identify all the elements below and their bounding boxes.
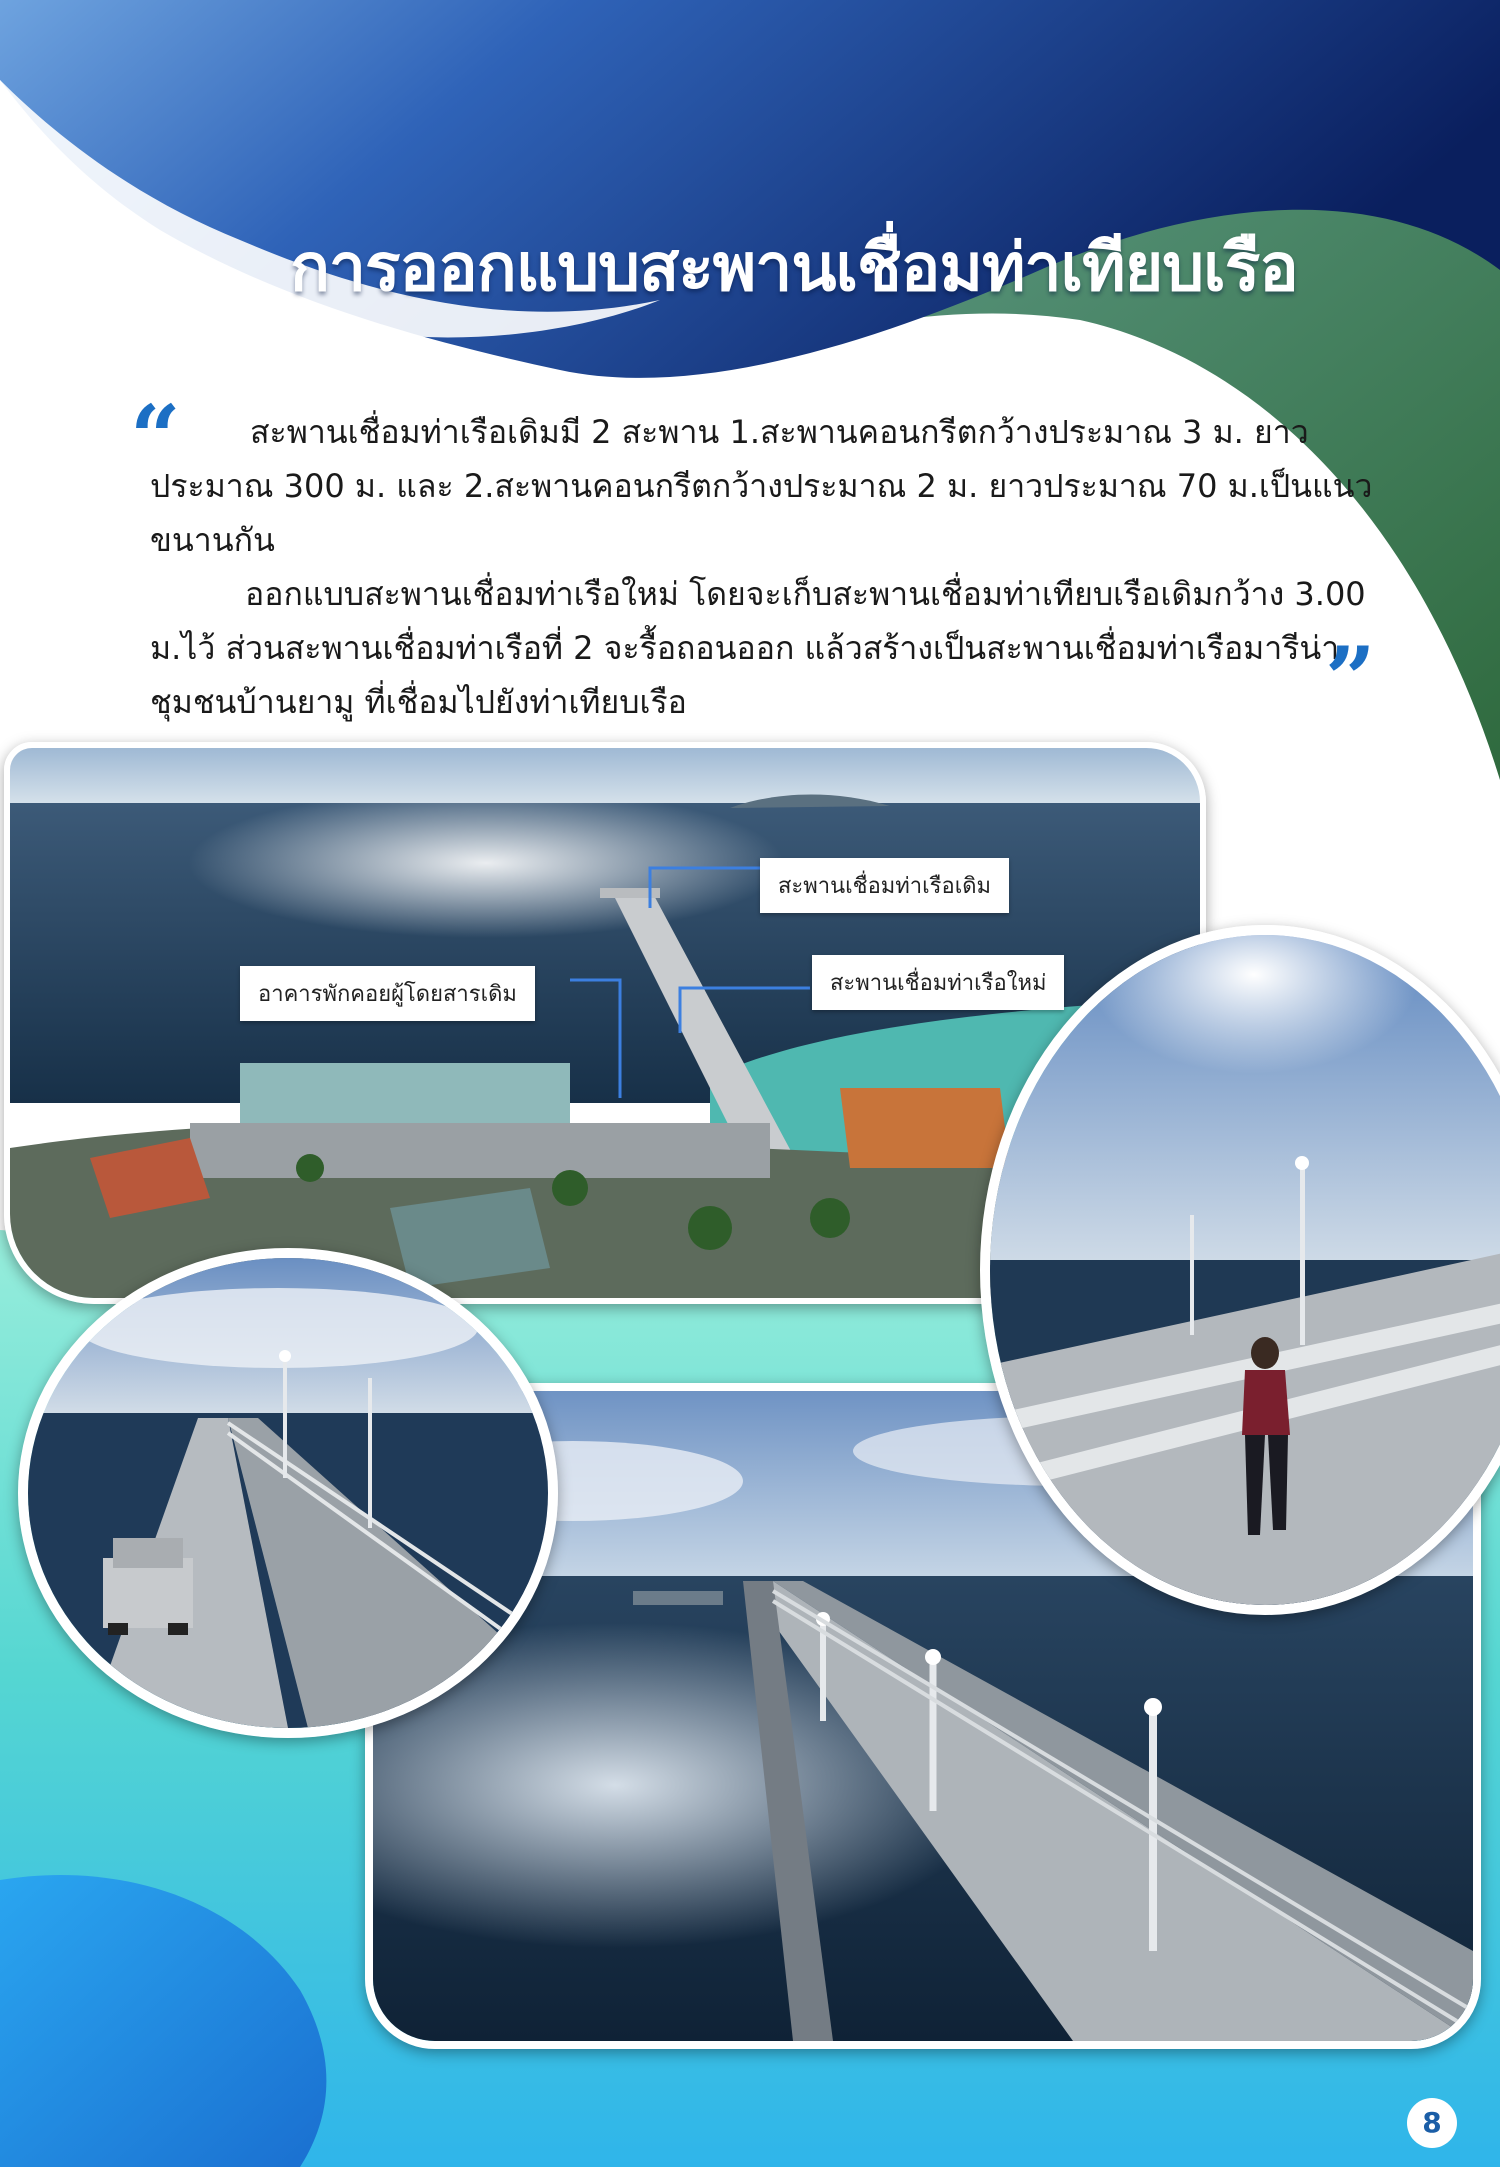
label-new-bridge: สะพานเชื่อมท่าเรือใหม่ (812, 955, 1064, 1010)
intro-paragraph-1: สะพานเชื่อมท่าเรือเดิมมี 2 สะพาน 1.สะพานคอนกรีตกว้างประมาณ 3 ม. ยาวประมาณ 300 ม. และ 2.สะพานคอนกรีตกว้างประมาณ 2 ม. ยาวประมาณ 70 ม.เป็นแนวขนานกัน (150, 413, 1373, 559)
label-old-building: อาคารพักคอยผู้โดยสารเดิม (240, 966, 535, 1021)
label-old-bridge: สะพานเชื่อมท่าเรือเดิม (760, 858, 1009, 913)
intro-quote (130, 385, 1380, 731)
open-quote-icon: “ (130, 385, 181, 489)
pier-truck-photo (18, 1248, 558, 1738)
intro-paragraph-2: ออกแบบสะพานเชื่อมท่าเรือใหม่ โดยจะเก็บสะพานเชื่อมท่าเทียบเรือเดิมกว้าง 3.00 ม.ไว้ ส่วนสะพานเชื่อมท่าเรือที่ 2 จะรื้อถอนออก แล้วสร้างเป็นสะพานเชื่อมท่าเรือมารีน่าชุมชนบ้านยามู ที่เชื่อมไปยังท่าเทียบเรือ (150, 575, 1366, 721)
page-title: การออกแบบสะพานเชื่อมท่าเทียบเรือ (290, 229, 1298, 306)
close-quote-icon: ” (1325, 627, 1376, 731)
page-number: 8 (1407, 2098, 1457, 2148)
